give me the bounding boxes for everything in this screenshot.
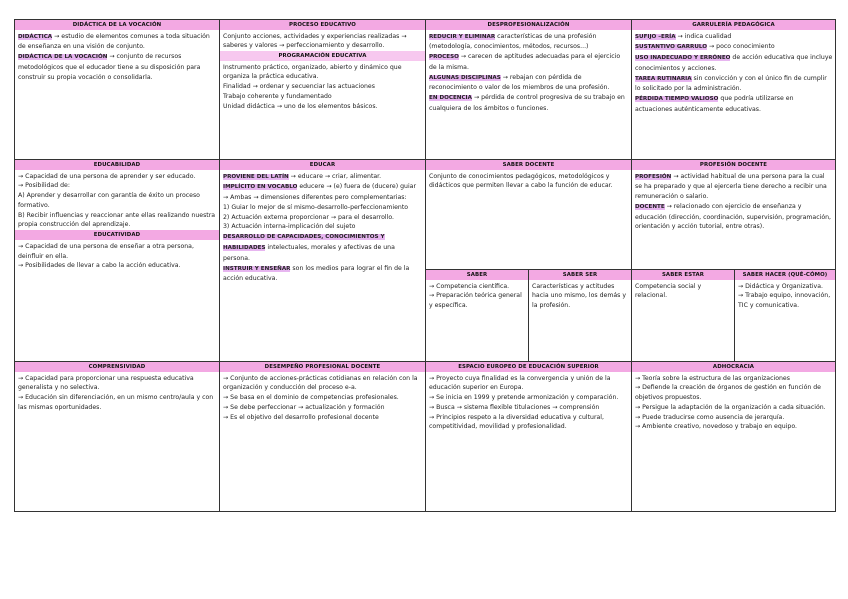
cell-title: ADHOCRACIA	[632, 362, 835, 372]
cell-saber-docente: SABER DOCENTE Conjunto de conocimientos pedagógicos, metodológicos y didácticos que permiten llevar a cabo la función de educar.	[426, 160, 632, 270]
cell-desempeno-profesional: DESEMPEÑO PROFESIONAL DOCENTE → Conjunto de acciones-prácticas cotidianas en relación con la organización y conducción del proceso e-a. → Se basa en el dominio de competencias profesionales. → Se debe perfeccionar → actualización y formación → Es el objetivo del desarrollo profesional docente	[220, 362, 426, 511]
cell-educar: EDUCAR PROVIENE DEL LATÍN → educare → criar, alimentar. IMPLÍCITO EN VOCABLO educere → (e) fuera de (ducere) guiar → Ambas → dimensiones diferentes pero complementarias: 1) Guiar lo mejor de sí mismo-desarrollo-perfeccionamiento 2) Actuación externa proporcionar → para el desarrollo. 3) Actuación interna-implicación del sujeto DESARROLLO DE CAPACIDADES, CONOCIMIENTOS Y HABILIDADES intelectuales, morales y afectivas de una persona. INSTRUIR Y ENSEÑAR son los medios para lograr el fin de la acción educativa.	[220, 160, 426, 362]
cell-title: COMPRENSIVIDAD	[15, 362, 219, 372]
cell-comprensividad: COMPRENSIVIDAD → Capacidad para proporcionar una respuesta educativa generalista y no selectiva. → Educación sin diferenciación, en un mismo centro/aula y con las mismas oportunidades.	[15, 362, 220, 511]
cell-title: SABER DOCENTE	[426, 160, 631, 170]
cell-subtitle: PROGRAMACIÓN EDUCATIVA	[220, 51, 425, 61]
cell-title: DESPROFESIONALIZACIÓN	[426, 20, 631, 30]
cell-title: SABER SER	[529, 270, 631, 280]
cell-garruleria-pedagogica: GARRULERÍA PEDAGÓGICA SUFIJO –ERÍA → indica cualidad SUSTANTIVO GARRULO → poco conocimiento USO INADECUADO Y ERRÓNEO de acción educativa que incluye conocimientos y acciones. TAREA RUTINARIA sin convicción y con el único fin de cumplir lo solicitado por la administración. PÉRDIDA TIEMPO VALIOSO que podría utilizarse en actuaciones auténticamente educativas.	[632, 20, 835, 160]
cell-saber-hacer: SABER HACER (QUÉ-CÓMO) → Didáctica y Organizativa. → Trabajo equipo, innovación, TIC y comunicativa.	[735, 270, 835, 362]
cell-desprofesionalizacion: DESPROFESIONALIZACIÓN REDUCIR Y ELIMINAR características de una profesión (metodología, conocimientos, métodos, recursos...) PROCESO → carecen de aptitudes adecuadas para el ejercicio de la misma. ALGUNAS DISCIPLINAS → rebajan con pérdida de reconocimiento o valor de los miembros de una profesión. EN DOCENCIA → pérdida de control progresiva de su trabajo en cualquiera de los ámbitos o funciones.	[426, 20, 632, 160]
cell-subtitle: EDUCATIVIDAD	[15, 230, 219, 240]
cell-title: GARRULERÍA PEDAGÓGICA	[632, 20, 835, 30]
cell-title: SABER	[426, 270, 528, 280]
cell-adhocracia: ADHOCRACIA → Teoría sobre la estructura de las organizaciones → Defiende la creación de órganos de gestión en función de objetivos propuestos. → Persigue la adaptación de la organización a cada situación. → Puede traducirse como ausencia de jerarquía. → Ambiente creativo, novedoso y trabajo en equipo.	[632, 362, 835, 511]
cell-title: PROCESO EDUCATIVO	[220, 20, 425, 30]
cell-saber-ser: SABER SER Características y actitudes hacia uno mismo, los demás y la profesión.	[529, 270, 632, 362]
concept-grid	[14, 19, 836, 512]
cell-title: SABER ESTAR	[632, 270, 734, 280]
cell-proceso-educativo: PROCESO EDUCATIVO Conjunto acciones, actividades y experiencias realizadas → saberes y valores → perfeccionamiento y desarrollo. PROGRAMACIÓN EDUCATIVA Instrumento práctico, organizado, abierto y dinámico que organiza la práctica educativa. Finalidad → ordenar y secuenciar las actuaciones Trabajo coherente y fundamentado Unidad didáctica → uno de los elementos básicos.	[220, 20, 426, 160]
cell-profesion-docente: PROFESIÓN DOCENTE PROFESIÓN → actividad habitual de una persona para la cual se ha preparado y que al ejercerla tiene derecho a recibir una remuneración o salario. DOCENTE → relacionado con ejercicio de enseñanza y educación (dirección, coordinación, supervisión, programación, orientación y acción tutorial, entre otras).	[632, 160, 835, 270]
cell-title: PROFESIÓN DOCENTE	[632, 160, 835, 170]
cell-title: DIDÁCTICA DE LA VOCACIÓN	[15, 20, 219, 30]
cell-title: EDUCAR	[220, 160, 425, 170]
cell-title: EDUCABILIDAD	[15, 160, 219, 170]
cell-didactica-vocacion: DIDÁCTICA DE LA VOCACIÓN DIDÁCTICA → estudio de elementos comunes a toda situación de enseñanza en una visión de conjunto. DIDÁCTICA DE LA VOCACIÓN → conjunto de recursos metodológicos que el educador tiene a su disposición para construir su propia vocación o consolidarla.	[15, 20, 220, 160]
cell-title: SABER HACER (QUÉ-CÓMO)	[735, 270, 835, 280]
cell-title: DESEMPEÑO PROFESIONAL DOCENTE	[220, 362, 425, 372]
cell-educabilidad: EDUCABILIDAD → Capacidad de una persona de aprender y ser educado. → Posibilidad de: A) Aprender y desarrollar con garantía de éxito un proceso formativo. B) Recibir influencias y reaccionar ante ellas realizando nuestra propia construcción del aprendizaje. EDUCATIVIDAD → Capacidad de una persona de enseñar a otra persona, deinfluir en ella. → Posibilidades de llevar a cabo la acción educativa.	[15, 160, 220, 362]
cell-saber-estar: SABER ESTAR Competencia social y relacional.	[632, 270, 735, 362]
cell-saber: SABER → Competencia científica. → Preparación teórica general y específica.	[426, 270, 529, 362]
cell-espacio-europeo: ESPACIO EUROPEO DE EDUCACIÓN SUPERIOR → Proyecto cuya finalidad es la convergencia y unión de la educación superior en Europa. → Se inicia en 1999 y pretende armonización y comparación. → Busca → sistema flexible titulaciones → comprensión → Principios respeto a la diversidad educativa y cultural, competitividad, movilidad y profesionalidad.	[426, 362, 632, 511]
cell-title: ESPACIO EUROPEO DE EDUCACIÓN SUPERIOR	[426, 362, 631, 372]
